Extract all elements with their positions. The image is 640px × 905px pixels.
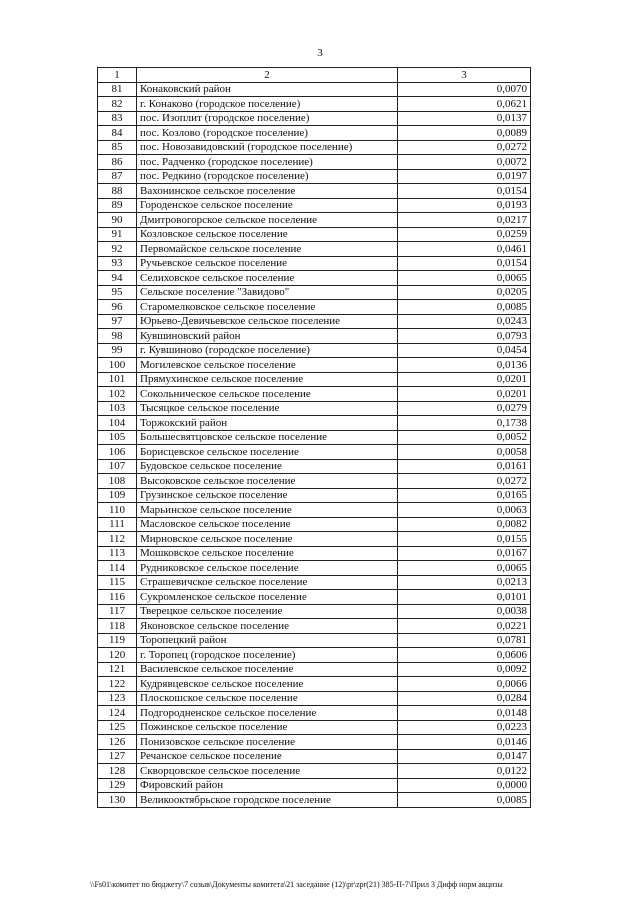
table-row [98, 459, 531, 474]
row-value-cell: 0,0454 [398, 343, 531, 358]
row-number-cell: 130 [98, 793, 137, 808]
row-number-cell: 108 [98, 474, 137, 489]
row-number-cell: 95 [98, 285, 137, 300]
row-value-cell: 0,0284 [398, 691, 531, 706]
row-number-cell: 93 [98, 256, 137, 271]
row-number-cell: 85 [98, 140, 137, 155]
row-name-cell: Масловское сельское поселение [137, 517, 398, 532]
row-name-cell: Подгородненское сельское поселение [137, 706, 398, 721]
row-name-cell: Мирновское сельское поселение [137, 532, 398, 547]
table-row [98, 706, 531, 721]
row-name-cell: г. Конаково (городское поселение) [137, 97, 398, 112]
table-row [98, 720, 531, 735]
row-number-cell: 89 [98, 198, 137, 213]
table-row [98, 271, 531, 286]
row-value-cell: 0,0052 [398, 430, 531, 445]
row-value-cell: 0,0243 [398, 314, 531, 329]
row-value-cell: 0,0000 [398, 778, 531, 793]
row-number-cell: 118 [98, 619, 137, 634]
row-value-cell: 0,0147 [398, 749, 531, 764]
table-row [98, 155, 531, 170]
row-value-cell: 0,0085 [398, 300, 531, 315]
table-row [98, 285, 531, 300]
row-name-cell: г. Кувшиново (городское поселение) [137, 343, 398, 358]
table-row [98, 662, 531, 677]
table-row [98, 198, 531, 213]
row-name-cell: Дмитровогорское сельское поселение [137, 213, 398, 228]
row-name-cell: Кувшиновский район [137, 329, 398, 344]
row-value-cell: 0,1738 [398, 416, 531, 431]
row-number-cell: 92 [98, 242, 137, 257]
row-number-cell: 116 [98, 590, 137, 605]
row-name-cell: г. Торопец (городское поселение) [137, 648, 398, 663]
row-value-cell: 0,0213 [398, 575, 531, 590]
row-value-cell: 0,0793 [398, 329, 531, 344]
table-row [98, 445, 531, 460]
table-row [98, 97, 531, 112]
table-row [98, 677, 531, 692]
row-name-cell: Могилевское сельское поселение [137, 358, 398, 373]
table-row [98, 619, 531, 634]
row-name-cell: Вахонинское сельское поселение [137, 184, 398, 199]
row-value-cell: 0,0155 [398, 532, 531, 547]
row-value-cell: 0,0193 [398, 198, 531, 213]
table-row [98, 300, 531, 315]
table-row [98, 372, 531, 387]
row-number-cell: 86 [98, 155, 137, 170]
row-name-cell: Пожинское сельское поселение [137, 720, 398, 735]
row-name-cell: пос. Радченко (городское поселение) [137, 155, 398, 170]
row-value-cell: 0,0279 [398, 401, 531, 416]
row-number-cell: 98 [98, 329, 137, 344]
table-row [98, 256, 531, 271]
table-row [98, 633, 531, 648]
row-number-cell: 87 [98, 169, 137, 184]
row-value-cell: 0,0259 [398, 227, 531, 242]
row-name-cell: Первомайское сельское поселение [137, 242, 398, 257]
row-number-cell: 112 [98, 532, 137, 547]
table-row [98, 735, 531, 750]
row-number-cell: 83 [98, 111, 137, 126]
row-number-cell: 123 [98, 691, 137, 706]
table-row [98, 387, 531, 402]
row-value-cell: 0,0217 [398, 213, 531, 228]
table-row [98, 778, 531, 793]
row-number-cell: 82 [98, 97, 137, 112]
row-value-cell: 0,0154 [398, 184, 531, 199]
table-row [98, 590, 531, 605]
row-name-cell: Юрьево-Девичьевское сельское поселение [137, 314, 398, 329]
row-value-cell: 0,0461 [398, 242, 531, 257]
table-row [98, 169, 531, 184]
row-value-cell: 0,0165 [398, 488, 531, 503]
row-name-cell: Будовское сельское поселение [137, 459, 398, 474]
row-name-cell: Речанское сельское поселение [137, 749, 398, 764]
row-name-cell: Рудниковское сельское поселение [137, 561, 398, 576]
row-number-cell: 129 [98, 778, 137, 793]
footer-file-path: \\Fs01\комитет по бюджету\7 созыв\Документы комитета\21 заседание (12)\pr\zpr(21) 385-П-7\Прил 3 Дифф норм акцизы [90, 880, 503, 889]
row-value-cell: 0,0058 [398, 445, 531, 460]
table-row [98, 358, 531, 373]
row-value-cell: 0,0101 [398, 590, 531, 605]
row-number-cell: 128 [98, 764, 137, 779]
table-row [98, 749, 531, 764]
data-table [97, 67, 531, 808]
row-number-cell: 125 [98, 720, 137, 735]
row-name-cell: Великооктябрьское городское поселение [137, 793, 398, 808]
row-name-cell: Большесвятцовское сельское поселение [137, 430, 398, 445]
row-name-cell: Старомелковское сельское поселение [137, 300, 398, 315]
table-row [98, 764, 531, 779]
row-name-cell: Марьинское сельское поселение [137, 503, 398, 518]
column-header-name: 2 [137, 68, 398, 83]
row-number-cell: 110 [98, 503, 137, 518]
row-name-cell: пос. Редкино (городское поселение) [137, 169, 398, 184]
row-number-cell: 105 [98, 430, 137, 445]
row-name-cell: Ручьевское сельское поселение [137, 256, 398, 271]
row-value-cell: 0,0085 [398, 793, 531, 808]
row-value-cell: 0,0072 [398, 155, 531, 170]
row-number-cell: 113 [98, 546, 137, 561]
row-number-cell: 104 [98, 416, 137, 431]
table-row [98, 213, 531, 228]
row-number-cell: 102 [98, 387, 137, 402]
row-number-cell: 90 [98, 213, 137, 228]
row-number-cell: 120 [98, 648, 137, 663]
row-number-cell: 88 [98, 184, 137, 199]
table-row [98, 474, 531, 489]
row-number-cell: 122 [98, 677, 137, 692]
table-row [98, 575, 531, 590]
row-value-cell: 0,0223 [398, 720, 531, 735]
row-number-cell: 106 [98, 445, 137, 460]
row-value-cell: 0,0122 [398, 764, 531, 779]
row-name-cell: Страшевичское сельское поселение [137, 575, 398, 590]
table-row [98, 140, 531, 155]
table-row [98, 401, 531, 416]
row-value-cell: 0,0038 [398, 604, 531, 619]
row-value-cell: 0,0136 [398, 358, 531, 373]
row-value-cell: 0,0092 [398, 662, 531, 677]
row-value-cell: 0,0201 [398, 387, 531, 402]
row-value-cell: 0,0146 [398, 735, 531, 750]
row-name-cell: Городенское сельское поселение [137, 198, 398, 213]
row-number-cell: 103 [98, 401, 137, 416]
row-number-cell: 121 [98, 662, 137, 677]
row-number-cell: 117 [98, 604, 137, 619]
row-name-cell: Торжокский район [137, 416, 398, 431]
row-name-cell: Сокольническое сельское поселение [137, 387, 398, 402]
row-name-cell: Кудрявцевское сельское поселение [137, 677, 398, 692]
row-name-cell: Торопецкий район [137, 633, 398, 648]
table-row [98, 648, 531, 663]
row-number-cell: 91 [98, 227, 137, 242]
table-row [98, 532, 531, 547]
row-name-cell: Скворцовское сельское поселение [137, 764, 398, 779]
row-name-cell: Мошковское сельское поселение [137, 546, 398, 561]
row-number-cell: 119 [98, 633, 137, 648]
row-name-cell: Прямухинское сельское поселение [137, 372, 398, 387]
row-number-cell: 101 [98, 372, 137, 387]
column-header-number: 1 [98, 68, 137, 83]
row-number-cell: 100 [98, 358, 137, 373]
table-row [98, 184, 531, 199]
row-value-cell: 0,0089 [398, 126, 531, 141]
row-number-cell: 96 [98, 300, 137, 315]
table-row [98, 343, 531, 358]
page-number: 3 [317, 47, 323, 59]
table-row [98, 82, 531, 97]
table-row [98, 242, 531, 257]
row-value-cell: 0,0606 [398, 648, 531, 663]
row-name-cell: пос. Козлово (городское поселение) [137, 126, 398, 141]
row-value-cell: 0,0070 [398, 82, 531, 97]
table-row [98, 126, 531, 141]
row-name-cell: пос. Изоплит (городское поселение) [137, 111, 398, 126]
row-name-cell: Сельское поселение "Завидово" [137, 285, 398, 300]
row-value-cell: 0,0781 [398, 633, 531, 648]
row-name-cell: Тысяцкое сельское поселение [137, 401, 398, 416]
table-header-row [98, 68, 531, 83]
row-value-cell: 0,0148 [398, 706, 531, 721]
row-number-cell: 115 [98, 575, 137, 590]
row-value-cell: 0,0065 [398, 271, 531, 286]
table-row [98, 691, 531, 706]
column-header-value: 3 [398, 68, 531, 83]
row-value-cell: 0,0137 [398, 111, 531, 126]
row-value-cell: 0,0065 [398, 561, 531, 576]
row-value-cell: 0,0167 [398, 546, 531, 561]
table-row [98, 503, 531, 518]
table-row [98, 111, 531, 126]
row-name-cell: Сукромленское сельское поселение [137, 590, 398, 605]
table-row [98, 416, 531, 431]
row-value-cell: 0,0197 [398, 169, 531, 184]
row-name-cell: Тверецкое сельское поселение [137, 604, 398, 619]
table-row [98, 793, 531, 808]
row-number-cell: 127 [98, 749, 137, 764]
row-value-cell: 0,0201 [398, 372, 531, 387]
row-name-cell: Плоскошское сельское поселение [137, 691, 398, 706]
row-value-cell: 0,0063 [398, 503, 531, 518]
table-row [98, 227, 531, 242]
row-number-cell: 126 [98, 735, 137, 750]
row-name-cell: Понизовское сельское поселение [137, 735, 398, 750]
row-value-cell: 0,0205 [398, 285, 531, 300]
row-name-cell: Яконовское сельское поселение [137, 619, 398, 634]
row-number-cell: 107 [98, 459, 137, 474]
row-value-cell: 0,0272 [398, 474, 531, 489]
row-name-cell: Селиховское сельское поселение [137, 271, 398, 286]
row-number-cell: 81 [98, 82, 137, 97]
row-name-cell: Фировский район [137, 778, 398, 793]
row-number-cell: 124 [98, 706, 137, 721]
row-number-cell: 97 [98, 314, 137, 329]
row-value-cell: 0,0621 [398, 97, 531, 112]
row-name-cell: Грузинское сельское поселение [137, 488, 398, 503]
row-number-cell: 94 [98, 271, 137, 286]
row-number-cell: 109 [98, 488, 137, 503]
row-value-cell: 0,0154 [398, 256, 531, 271]
table-row [98, 488, 531, 503]
row-number-cell: 99 [98, 343, 137, 358]
row-number-cell: 84 [98, 126, 137, 141]
row-value-cell: 0,0161 [398, 459, 531, 474]
row-name-cell: Конаковский район [137, 82, 398, 97]
table-row [98, 604, 531, 619]
table-row [98, 546, 531, 561]
row-name-cell: Василевское сельское поселение [137, 662, 398, 677]
row-name-cell: пос. Новозавидовский (городское поселение) [137, 140, 398, 155]
row-number-cell: 114 [98, 561, 137, 576]
table-row [98, 561, 531, 576]
row-value-cell: 0,0221 [398, 619, 531, 634]
row-name-cell: Козловское сельское поселение [137, 227, 398, 242]
table-row [98, 430, 531, 445]
row-number-cell: 111 [98, 517, 137, 532]
table-row [98, 329, 531, 344]
table-row [98, 314, 531, 329]
row-value-cell: 0,0272 [398, 140, 531, 155]
row-value-cell: 0,0082 [398, 517, 531, 532]
table-row [98, 517, 531, 532]
row-name-cell: Высоковское сельское поселение [137, 474, 398, 489]
row-value-cell: 0,0066 [398, 677, 531, 692]
row-name-cell: Борисцевское сельское поселение [137, 445, 398, 460]
